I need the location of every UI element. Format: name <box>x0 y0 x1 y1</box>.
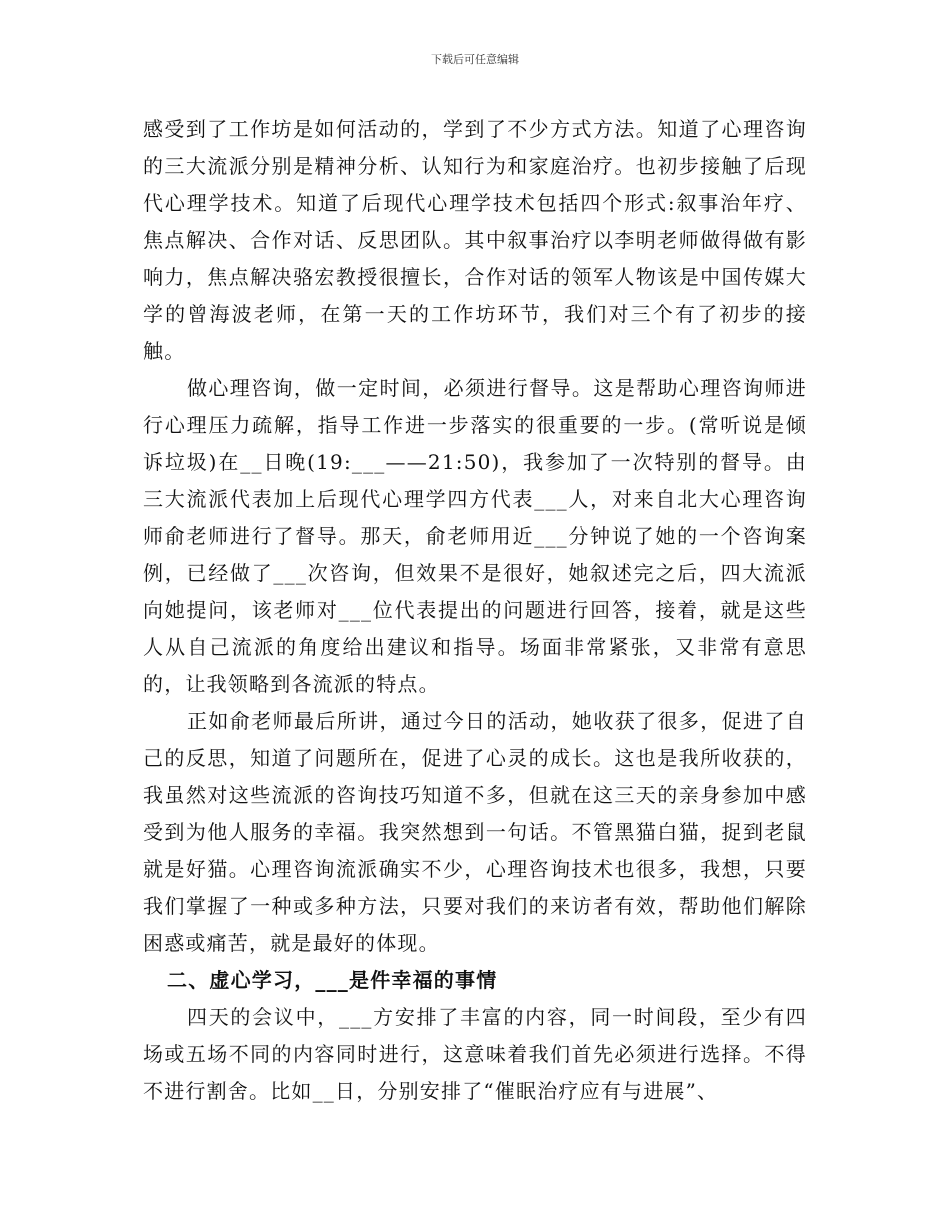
paragraph-3: 正如俞老师最后所讲，通过今日的活动，她收获了很多，促进了自己的反思，知道了问题所在，促进了心灵的成长。这也是我所收获的，我虽然对这些流派的咨询技巧知道不多，但就在这三天的亲身参加中感受到为他人服务的幸福。我突然想到一句话。不管黑猫白猫，捉到老鼠就是好猫。心理咨询流派确实不少，心理咨询技术也很多，我想，只要我们掌握了一种或多种方法，只要对我们的来访者有效，帮助他们解除困惑或痛苦，就是最好的体现。 <box>143 709 807 955</box>
paragraph-2: 做心理咨询，做一定时间，必须进行督导。这是帮助心理咨询师进行心理压力疏解，指导工作进一步落实的很重要的一步。(常听说是倾诉垃圾)在__日晚(19:___——21:50)，我参加了一次特别的督导。由三大流派代表加上后现代心理学四方代表___人，对来自北大心理咨询师俞老师进行了督导。那天，俞老师用近___分钟说了她的一个咨询案例，已经做了___次咨询，但效果不是很好，她叙述完之后，四大流派向她提问，该老师对___位代表提出的问题进行回答，接着，就是这些人从自己流派的角度给出建议和指导。场面非常紧张，又非常有意思的，让我领略到各流派的特点。 <box>143 376 807 696</box>
document-body <box>143 111 807 1110</box>
paragraph-1: 感受到了工作坊是如何活动的，学到了不少方式方法。知道了心理咨询的三大流派分别是精神分析、认知行为和家庭治疗。也初步接触了后现代心理学技术。知道了后现代心理学技术包括四个形式:叙事治年疗、焦点解决、合作对话、反思团队。其中叙事治疗以李明老师做得做有影响力，焦点解决骆宏教授很擅长，合作对话的领军人物该是中国传媒大学的曾海波老师，在第一天的工作坊环节，我们对三个有了初步的接触。 <box>143 117 807 363</box>
page-header-note: 下载后可任意编辑 <box>431 53 519 66</box>
section-heading: 二、虚心学习，___是件幸福的事情 <box>167 968 498 992</box>
paragraph-4: 四天的会议中，___方安排了丰富的内容，同一时间段，至少有四场或五场不同的内容同时进行，这意味着我们首先必须进行选择。不得不进行割舍。比如__日，分别安排了“催眠治疗应有与进展”、 <box>143 1005 807 1103</box>
